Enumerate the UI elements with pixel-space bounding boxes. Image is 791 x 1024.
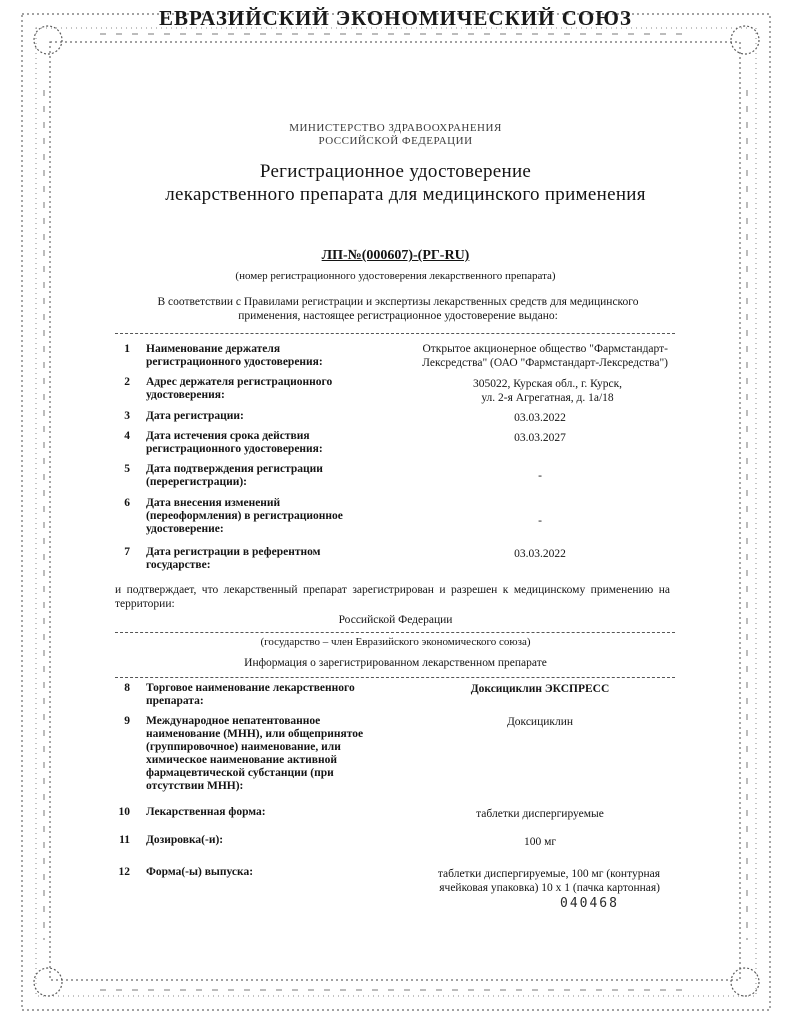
country-caption: (государство – член Евразийского экономического союза) bbox=[260, 636, 531, 648]
certificate-title-line-1: Регистрационное удостоверение bbox=[259, 161, 532, 182]
divider bbox=[115, 632, 675, 633]
field-number: 11 bbox=[119, 834, 130, 846]
certificate-title-line-2: лекарственного препарата для медицинского применения bbox=[165, 184, 646, 205]
certificate-title bbox=[0, 160, 791, 206]
field-number: 6 bbox=[124, 497, 130, 509]
ministry-heading bbox=[0, 122, 791, 148]
ministry-line-2: РОССИЙСКОЙ ФЕДЕРАЦИИ bbox=[318, 135, 473, 147]
serial-number: 040468 bbox=[560, 896, 619, 911]
field-label: Наименование держателя регистрационного удостоверения: bbox=[146, 343, 323, 368]
field-value: 03.03.2027 bbox=[514, 432, 566, 444]
field-value: таблетки диспергируемые, 100 мг (контурная ячейковая упаковка) 10 х 1 (пачка картонная) bbox=[437, 868, 660, 894]
info-heading: Информация о зарегистрированном лекарственном препарате bbox=[244, 657, 547, 669]
field-number: 1 bbox=[124, 343, 130, 355]
field-number: 4 bbox=[124, 430, 130, 442]
field-number: 9 bbox=[124, 715, 130, 727]
field-value: Доксициклин bbox=[506, 716, 574, 728]
field-value: - bbox=[538, 470, 542, 482]
field-label: Международное непатентованное наименование (МНН), или общепринятое (группировочное) наименование, или химическое наименование активной фармацевтической субстанции (при отсутствии МНН): bbox=[146, 715, 364, 792]
divider bbox=[115, 333, 675, 334]
field-value: 03.03.2022 bbox=[514, 548, 566, 560]
field-label: Дата истечения срока действия регистрационного удостоверения: bbox=[146, 430, 323, 455]
field-value: 305022, Курская обл., г. Курск, ул. 2-я Агрегатная, д. 1а/18 bbox=[472, 378, 623, 404]
country-name: Российской Федерации bbox=[338, 614, 453, 626]
field-label: Форма(-ы) выпуска: bbox=[146, 866, 254, 878]
field-label: Дата подтверждения регистрации (перерегистрации): bbox=[146, 463, 323, 488]
union-title: ЕВРАЗИЙСКИЙ ЭКОНОМИЧЕСКИЙ СОЮЗ bbox=[159, 6, 632, 30]
registration-number-caption: (номер регистрационного удостоверения лекарственного препарата) bbox=[235, 270, 556, 282]
field-label: Дата регистрации в референтном государстве: bbox=[146, 546, 321, 571]
field-number: 2 bbox=[124, 376, 130, 388]
confirmation-text: и подтверждает, что лекарственный препарат зарегистрирован и разрешен к медицинскому применению на территории: bbox=[115, 584, 670, 610]
registration-number: ЛП-№(000607)-(РГ-RU) bbox=[321, 248, 470, 263]
field-label: Адрес держателя регистрационного удостоверения: bbox=[146, 376, 333, 401]
field-number: 8 bbox=[124, 682, 130, 694]
field-label: Лекарственная форма: bbox=[146, 806, 266, 818]
field-value: 03.03.2022 bbox=[514, 412, 566, 424]
field-value: таблетки диспергируемые bbox=[476, 808, 604, 820]
ministry-line-1: МИНИСТЕРСТВО ЗДРАВООХРАНЕНИЯ bbox=[289, 122, 502, 134]
field-number: 7 bbox=[124, 546, 130, 558]
field-label: Дата регистрации: bbox=[146, 410, 244, 422]
field-value: Доксициклин ЭКСПРЕСС bbox=[470, 683, 610, 695]
field-number: 3 bbox=[124, 410, 130, 422]
field-value: 100 мг bbox=[523, 836, 557, 848]
divider bbox=[115, 677, 675, 678]
field-number: 12 bbox=[118, 866, 130, 878]
field-value: - bbox=[538, 515, 542, 527]
field-label: Дозировка(-и): bbox=[146, 834, 224, 846]
intro-text: В соответствии с Правилами регистрации и экспертизы лекарственных средств для медицинского применения, настоящее регистрационное удостоверение выдано: bbox=[157, 296, 639, 322]
field-number: 10 bbox=[118, 806, 130, 818]
field-label: Торговое наименование лекарственного препарата: bbox=[146, 682, 355, 707]
field-label: Дата внесения изменений (переоформления) в регистрационное удостоверение: bbox=[146, 497, 343, 535]
field-value: Открытое акционерное общество "Фармстандарт-Лексредства" (ОАО "Фармстандарт-Лексредства") bbox=[422, 343, 668, 369]
field-number: 5 bbox=[124, 463, 130, 475]
